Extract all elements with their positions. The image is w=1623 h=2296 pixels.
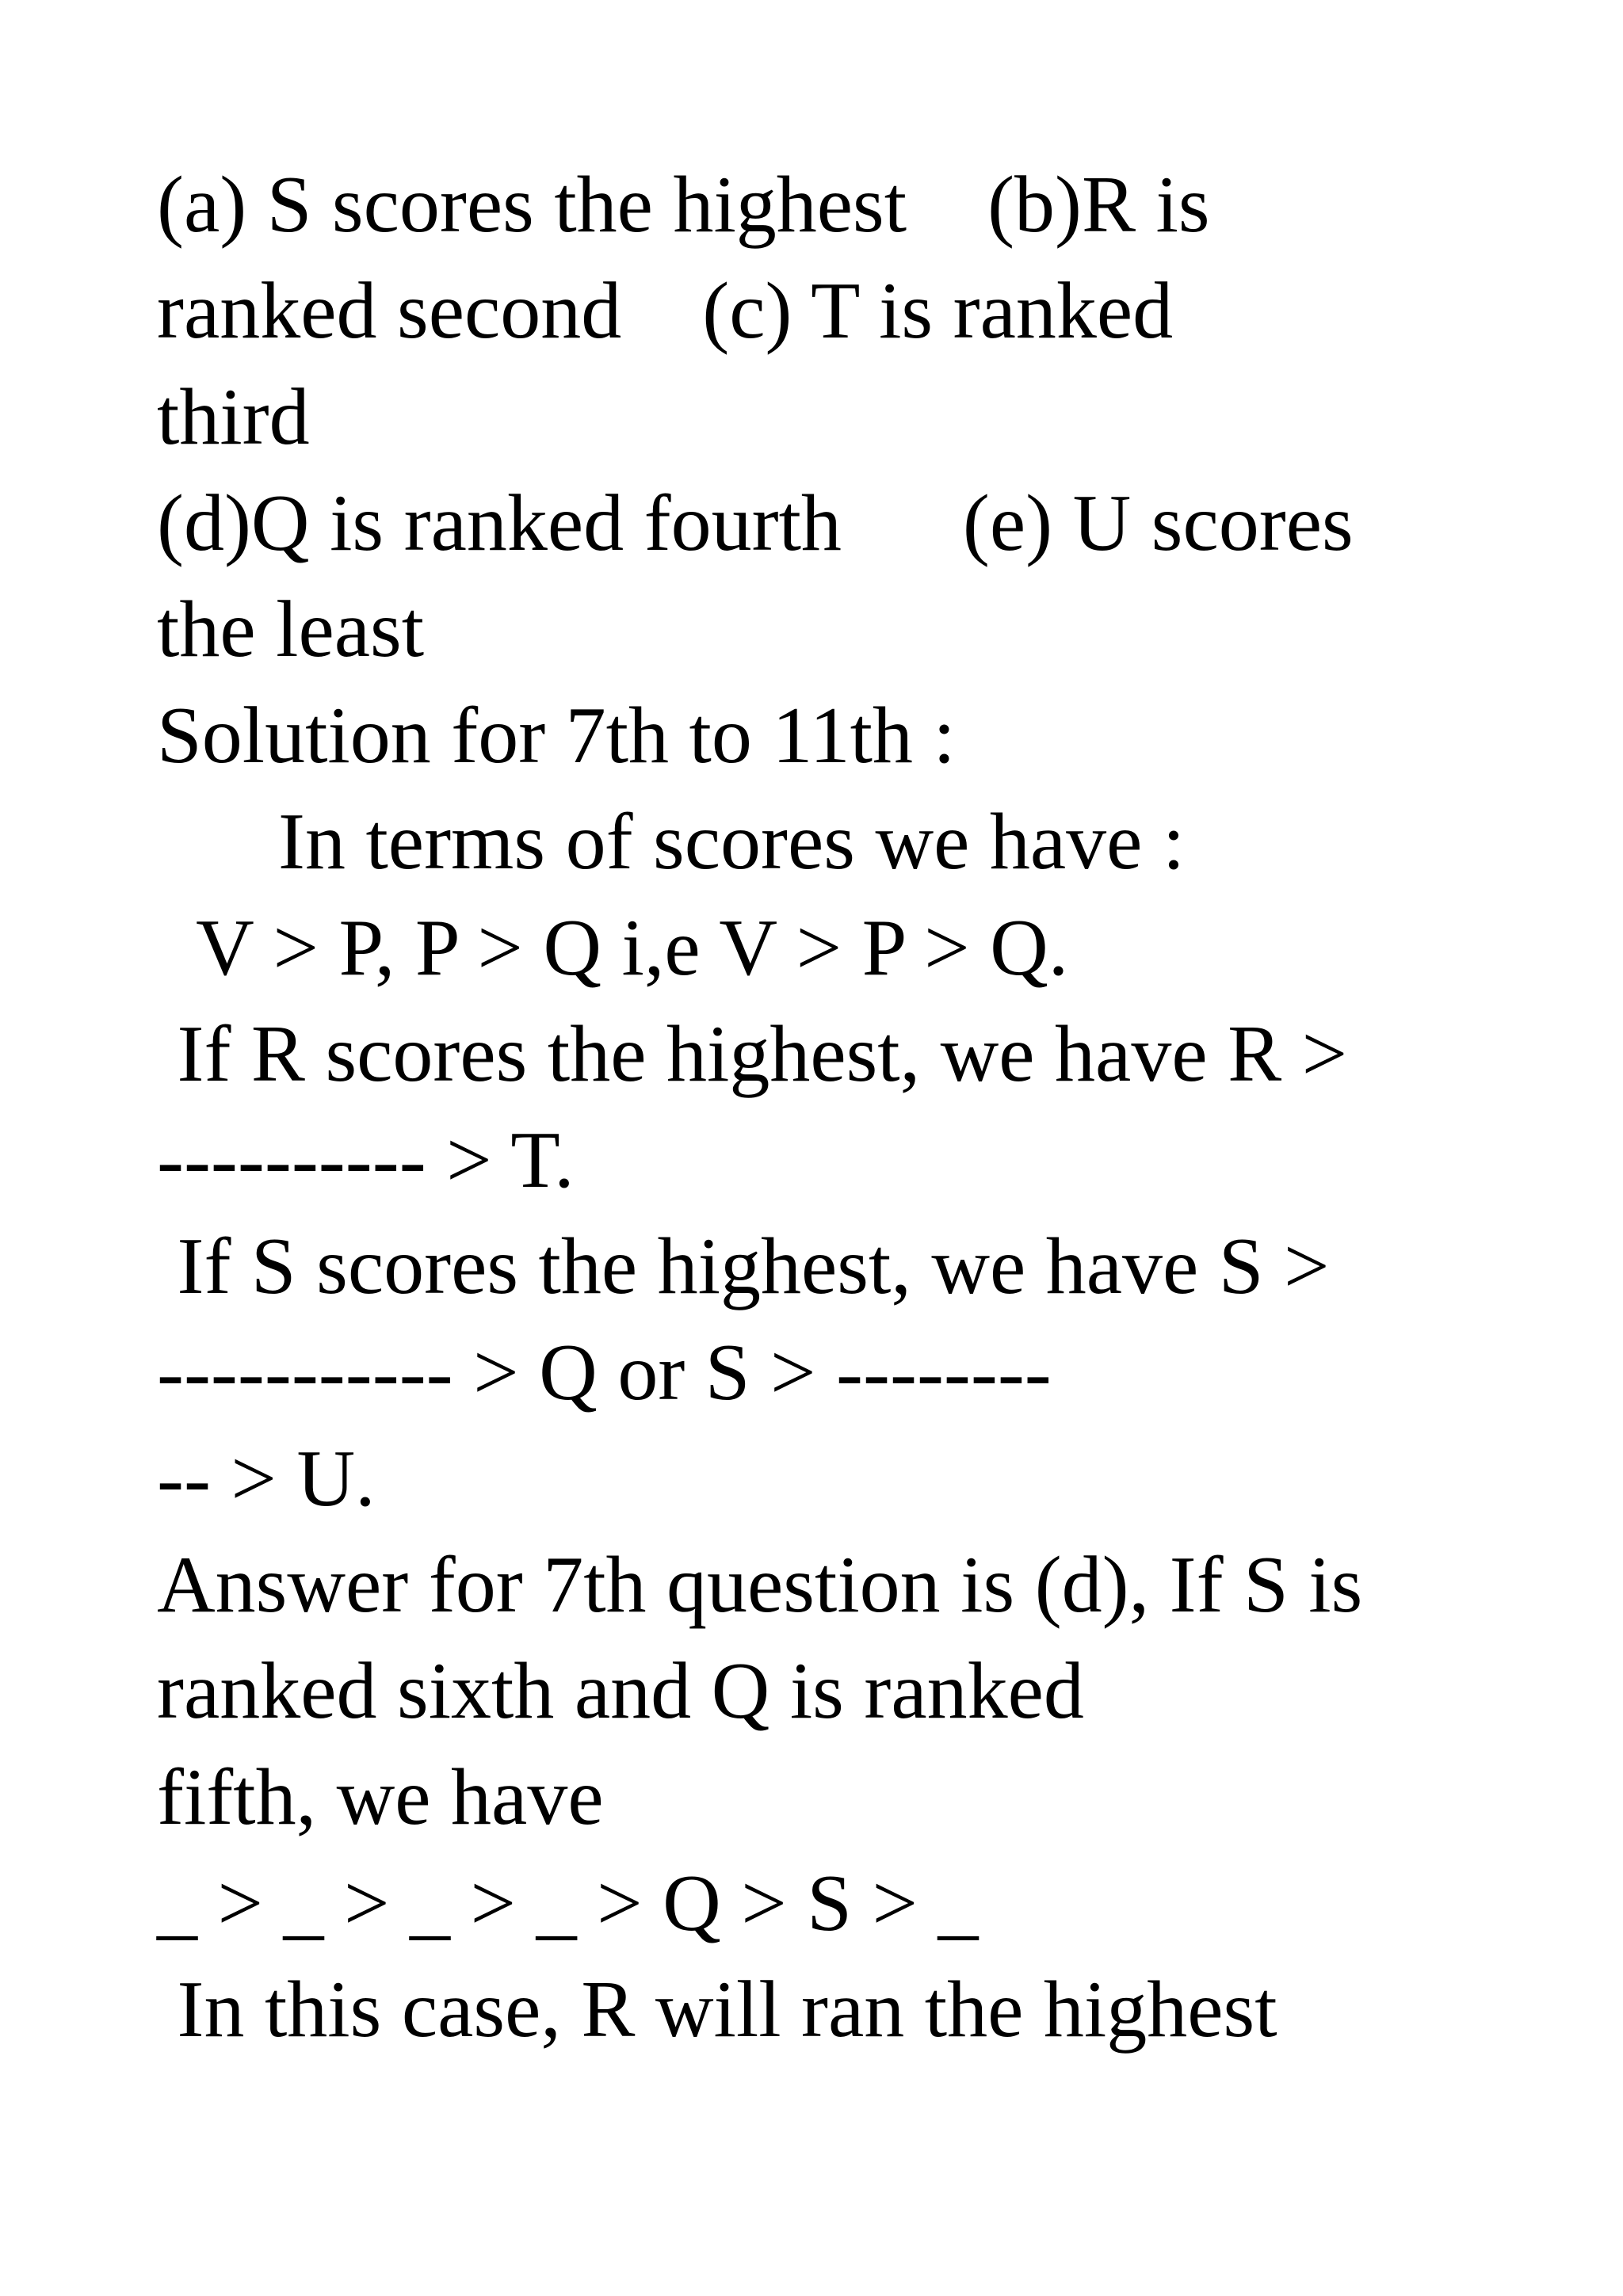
text-line-options-a-b: (a) S scores the highest (b)R is (157, 160, 1210, 250)
text-line-answer-7th-cont: ranked sixth and Q is ranked (157, 1646, 1084, 1736)
text-line-options-d-e: (d)Q is ranked fourth (e) U scores (157, 479, 1354, 568)
text-line-option-c-end: third (157, 372, 310, 462)
text-line-answer-7th-end: fifth, we have (157, 1753, 604, 1842)
text-line-r-highest-end: ---------- > T. (157, 1116, 575, 1205)
text-line-r-highest: If R scores the highest, we have R > (157, 1009, 1348, 1099)
text-line-options-b-c: ranked second (c) T is ranked (157, 266, 1174, 356)
text-line-ranking-sequence: _ > _ > _ > _ > Q > S > _ (157, 1859, 979, 1948)
solution-heading: Solution for 7th to 11th : (157, 691, 956, 780)
text-line-s-highest-cont: ----------- > Q or S > -------- (157, 1328, 1052, 1417)
text-line-option-e-end: the least (157, 585, 425, 674)
text-line-score-relation: V > P, P > Q i,e V > P > Q. (157, 903, 1069, 993)
text-line-conclusion: In this case, R will ran the highest (157, 1965, 1277, 2054)
text-line-scores-intro: In terms of scores we have : (157, 797, 1186, 887)
text-line-s-highest: If S scores the highest, we have S > (157, 1222, 1330, 1311)
text-line-s-highest-end: -- > U. (157, 1434, 376, 1524)
text-line-answer-7th: Answer for 7th question is (d), If S is (157, 1540, 1363, 1630)
